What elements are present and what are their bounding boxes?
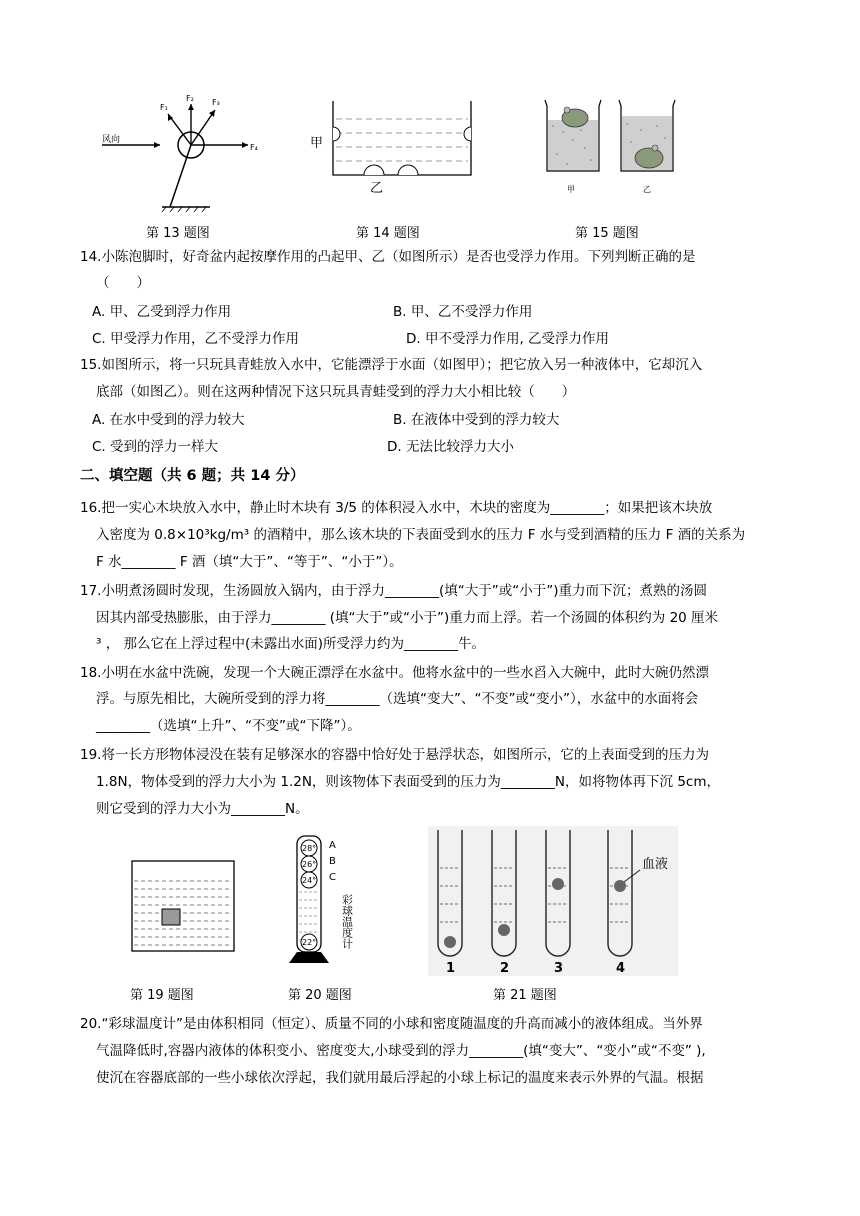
- q15-stem-line-1: 15.如图所示，将一只玩具青蛙放入水中，它能漂浮于水面（如图甲）；把它放入另一种液体中，它却沉入: [80, 357, 703, 373]
- figure-19-caption: 第 19 题图: [130, 988, 194, 1003]
- q17-line-2: 因其内部受热膨胀，由于浮力________ (填“大于”或“小于”)重力而上浮。若一个汤圆的体积约为 20 厘米: [96, 610, 719, 626]
- q20-line-2: 气温降低时,容器内液体的体积变小、密度变大,小球受到的浮力________(填“变大”、“变小”或“不变” ),: [96, 1043, 706, 1059]
- q15-stem-line-2: 底部（如图乙）。则在这两种情况下这只玩具青蛙受到的浮力大小相比较（ ）: [96, 384, 576, 400]
- q14-option-c: C. 甲受浮力作用，乙不受浮力作用: [92, 331, 300, 347]
- ball-24-label: 24°: [302, 876, 317, 885]
- q15-option-d: D. 无法比较浮力大小: [387, 439, 514, 455]
- label-jia: 甲: [310, 136, 324, 151]
- q18-line-3: ________（选填“上升”、“不变”或“下降”）。: [96, 718, 361, 734]
- q15-option-c: C. 受到的浮力一样大: [92, 439, 219, 455]
- ball-28-label: 28°: [302, 844, 317, 853]
- q14-stem-line-1: 14.小陈泡脚时，好奇盆内起按摩作用的凸起甲、乙（如图所示）是否也受浮力作用。下列判断正确的是: [80, 249, 696, 265]
- force-f3-label: F₃: [212, 98, 220, 107]
- figure-20-caption: 第 20 题图: [288, 988, 352, 1003]
- q15-option-a: A. 在水中受到的浮力较大: [92, 412, 245, 428]
- figure-14-caption: 第 14 题图: [356, 226, 420, 241]
- ball-26-label: 26°: [302, 860, 317, 869]
- tube-1-number: 1: [446, 961, 456, 976]
- tube-2-number: 2: [500, 961, 510, 976]
- figure-15: [537, 96, 697, 200]
- label-yi: 乙: [370, 181, 384, 195]
- figure-14: [306, 95, 486, 195]
- q15-option-b: B. 在液体中受到的浮力较大: [393, 412, 560, 428]
- figure-19: [130, 855, 240, 955]
- figure-13: [100, 92, 270, 212]
- q20-line-1: 20.“彩球温度计”是由体积相同（恒定）、质量不同的小球和密度随温度的升高而减小的液体组成。当外界: [80, 1016, 703, 1032]
- letter-c: C: [329, 872, 336, 883]
- q16-line-3: F 水________ F 酒（填“大于”、“等于”、“小于”）。: [96, 554, 403, 570]
- letter-b: B: [329, 856, 336, 867]
- q19-line-1: 19.将一长方形物体浸没在装有足够深水的容器中恰好处于悬浮状态，如图所示，它的上表面受到的压力为: [80, 747, 709, 763]
- q14-option-d: D. 甲不受浮力作用, 乙受浮力作用: [406, 331, 610, 347]
- thermometer-label: 彩球温度计: [340, 894, 354, 949]
- q14-stem-line-2: （ ）: [96, 275, 150, 291]
- letter-a: A: [329, 840, 336, 851]
- q18-line-1: 18.小明在水盆中洗碗，发现一个大碗正漂浮在水盆中。他将水盆中的一些水舀入大碗中，此时大碗仍然漂: [80, 665, 709, 681]
- q16-line-1: 16.把一实心木块放入水中，静止时木块有 3/5 的体积浸入水中，木块的密度为________；如果把该木块放: [80, 500, 713, 516]
- force-f2-label: F₂: [186, 94, 194, 103]
- figure-15-caption: 第 15 题图: [575, 226, 639, 241]
- figure-21-caption: 第 21 题图: [493, 988, 557, 1003]
- q16-line-2: 入密度为 0.8×10³kg/m³ 的酒精中，那么该木块的下表面受到水的压力 F 水与受到酒精的压力 F 酒的关系为: [96, 527, 746, 543]
- q18-line-2: 浮。与原先相比，大碗所受到的浮力将________（选填“变大”、“不变”或“变小”），水盆中的水面将会: [96, 691, 699, 707]
- q14-option-a: A. 甲、乙受到浮力作用: [92, 304, 232, 320]
- q19-line-3: 则它受到的浮力大小为________N。: [96, 801, 309, 817]
- q17-line-3: ³ ， 那么它在上浮过程中(未露出水面)所受浮力约为________牛。: [96, 636, 486, 652]
- label-jia: 甲: [567, 185, 575, 194]
- figure-21: [428, 826, 678, 976]
- tube-3-number: 3: [554, 961, 564, 976]
- label-yi: 乙: [643, 185, 651, 194]
- ball-22-label: 22°: [302, 938, 317, 947]
- force-f1-label: F₁: [160, 103, 168, 112]
- q20-line-3: 使沉在容器底部的一些小球依次浮起，我们就用最后浮起的小球上标记的温度来表示外界的气温。根据: [96, 1070, 704, 1086]
- tube-4-number: 4: [616, 961, 626, 976]
- q14-option-b: B. 甲、乙不受浮力作用: [393, 304, 533, 320]
- blood-label: 血液: [642, 857, 669, 872]
- q19-line-2: 1.8N，物体受到的浮力大小为 1.2N，则该物体下表面受到的压力为________N，如将物体再下沉 5cm，: [96, 774, 720, 790]
- wind-label: 风向: [102, 135, 121, 145]
- figure-20: [285, 832, 365, 967]
- figure-13-caption: 第 13 题图: [146, 226, 210, 241]
- q17-line-1: 17.小明煮汤圆时发现，生汤圆放入锅内，由于浮力________(填“大于”或“小于”)重力而下沉；煮熟的汤圆: [80, 583, 707, 599]
- force-f4-label: F₄: [250, 143, 258, 152]
- section-2-title: 二、填空题（共 6 题；共 14 分）: [80, 468, 305, 484]
